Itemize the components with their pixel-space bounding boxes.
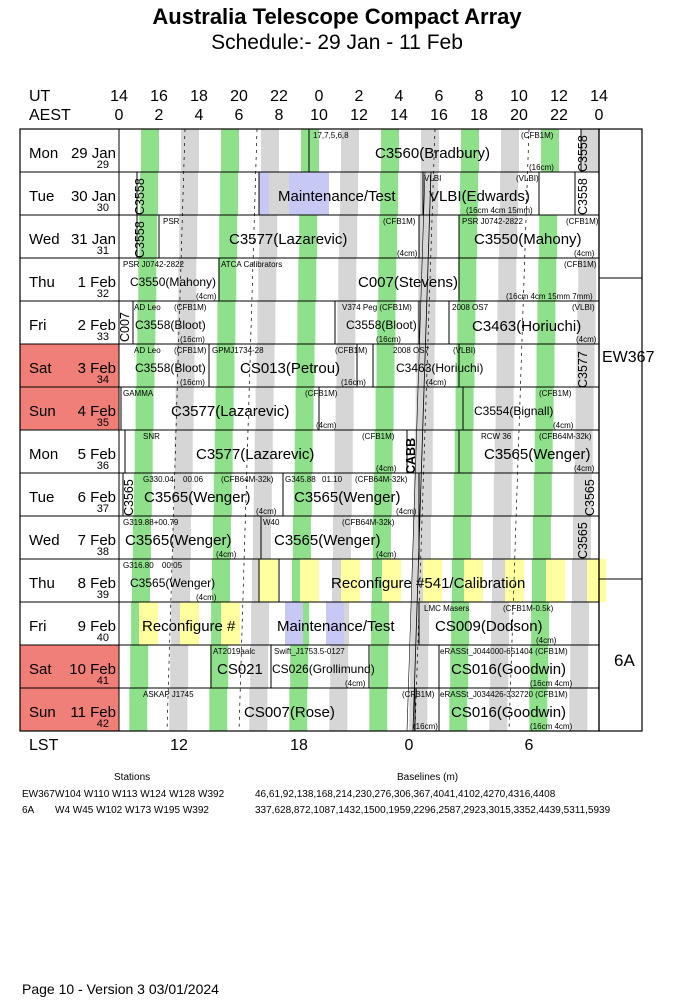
lst-stripe — [220, 172, 238, 215]
lst-tick: 6 — [524, 737, 534, 754]
block-note: (4cm) — [316, 421, 337, 430]
ut-tick: 18 — [190, 88, 208, 105]
gap — [539, 172, 575, 215]
day-date: 10 Feb — [69, 661, 116, 678]
block-note: AD Leo — [134, 346, 161, 355]
lst-tick: 12 — [170, 737, 188, 754]
block-note: G316.80 — [123, 561, 154, 570]
lst-stripe — [571, 602, 589, 645]
block-note: G319.88+00.79 — [123, 518, 179, 527]
day-date: 30 Jan — [70, 188, 116, 205]
lst-stripe — [170, 645, 188, 688]
block-note: (VLBI) — [516, 174, 539, 183]
project-cs016: CS016(Goodwin) — [451, 704, 567, 721]
project-c3550: C3550(Mahony) — [474, 231, 582, 248]
block-note: (CFB64M-32k) — [342, 518, 395, 527]
block-note: (CFB1M) — [362, 432, 395, 441]
block-note: (CFB64M-32k) — [221, 475, 274, 484]
reconfigure-shade — [300, 559, 319, 602]
lst-stripe — [251, 602, 269, 645]
ut-tick: 2 — [354, 88, 364, 105]
aest-tick: 4 — [194, 107, 204, 124]
day-date: 5 Feb — [77, 446, 116, 463]
day-name: Fri — [29, 618, 47, 635]
reconfigure-block: Reconfigure # — [142, 618, 236, 635]
project-c3565-vertical: C3565 — [576, 522, 590, 559]
lst-stripe — [209, 688, 227, 731]
block-note: (16cm 4cm 15mm) — [466, 206, 533, 215]
project-c3558-vertical: C3558 — [133, 178, 147, 215]
block-note: (4cm) — [536, 636, 557, 645]
reconfigure-block: Reconfigure #541/Calibration — [331, 575, 526, 592]
day-of-year: 33 — [96, 331, 109, 343]
day-of-year: 36 — [96, 460, 109, 472]
ut-tick: 10 — [510, 88, 528, 105]
project-c3565: C3565(Wenger) — [130, 576, 216, 590]
config-6a: 6A — [614, 651, 635, 670]
lst-stripe — [336, 387, 354, 430]
lst-stripe — [494, 473, 512, 516]
lst-stripe — [453, 516, 471, 559]
day-of-year: 34 — [96, 374, 109, 386]
project-c3565: C3565(Wenger) — [144, 489, 251, 506]
block-note: (CFB64M-32k) — [539, 432, 592, 441]
day-date: 4 Feb — [77, 403, 116, 420]
lst-stripe — [576, 387, 594, 430]
day-date: 29 Jan — [70, 145, 116, 162]
maintenance-block: Maintenance/Test — [278, 188, 396, 205]
block-note: (CFB64M-32k) — [355, 475, 408, 484]
day-date: 7 Feb — [77, 532, 116, 549]
block-note: GAMMA — [123, 389, 154, 398]
project-c3577-vertical: C3577 — [576, 351, 590, 388]
lst-stripe — [297, 301, 315, 344]
block-note: (4cm) — [256, 507, 277, 516]
lst-tick: 0 — [404, 737, 414, 754]
project-c3558: C3558(Bloot) — [346, 318, 417, 332]
ut-tick: 16 — [150, 88, 168, 105]
block-note: (16cm) — [413, 722, 438, 731]
lst-stripe — [257, 301, 275, 344]
ut-tick: 6 — [434, 88, 444, 105]
day-date: 8 Feb — [77, 575, 116, 592]
day-name: Mon — [29, 446, 59, 463]
block-note: (CFB1M) — [564, 260, 597, 269]
block-note: PSR J0742-2822 — [123, 260, 184, 269]
block-note: 00.05 — [162, 561, 183, 570]
project-c3560: C3560(Bradbury) — [375, 145, 491, 162]
lst-stripe — [141, 129, 159, 172]
ut-tick: 4 — [394, 88, 404, 105]
lst-stripe — [130, 645, 148, 688]
day-date: 6 Feb — [77, 489, 116, 506]
block-note: (CFB1M) — [305, 389, 338, 398]
project-c3565-vertical: C3565 — [122, 479, 136, 516]
lst-stripe — [335, 430, 353, 473]
project-c3577: C3577(Lazarevic) — [171, 403, 290, 420]
project-c3550: C3550(Mahony) — [130, 275, 217, 289]
block-note: (4cm) — [345, 679, 366, 688]
block-note: SNR — [143, 432, 160, 441]
day-name: Mon — [29, 145, 59, 162]
block-note: (CFB1M) — [174, 346, 207, 355]
day-name: Sat — [29, 661, 52, 678]
block-note: 00.06 — [183, 475, 204, 484]
day-name: Tue — [29, 489, 55, 506]
lst-stripe — [456, 387, 474, 430]
project-cs021: CS021 — [217, 661, 263, 678]
block-note: (VLBI) — [572, 303, 595, 312]
block-note: (16cm) — [180, 335, 205, 344]
project-c3463: C3463(Horiuchi) — [396, 361, 484, 375]
project-cs016: CS016(Goodwin) — [451, 661, 567, 678]
ut-tick: 14 — [110, 88, 128, 105]
lst-stripe — [376, 387, 394, 430]
block-note: AT2019aalc — [213, 647, 256, 656]
block-note: (CFB1M) — [402, 690, 435, 699]
ut-label: UT — [29, 88, 51, 105]
lst-stripe — [369, 688, 387, 731]
lst-stripe — [416, 387, 434, 430]
day-name: Thu — [29, 575, 55, 592]
table-row-stations: W4 W45 W102 W173 W195 W392 — [55, 805, 209, 816]
day-name: Sun — [29, 704, 56, 721]
block-note: (16cm 4cm 15mm 7mm) — [506, 292, 593, 301]
project-cs007: CS007(Rose) — [244, 704, 335, 721]
block-note: RCW 36 — [481, 432, 512, 441]
day-of-year: 29 — [96, 159, 109, 171]
aest-tick: 0 — [594, 107, 604, 124]
project-cs009: CS009(Dodson) — [435, 618, 543, 635]
block-note: (4cm) — [576, 335, 597, 344]
block-note: (4cm) — [196, 593, 217, 602]
day-of-year: 39 — [96, 589, 109, 601]
aest-tick: 22 — [550, 107, 568, 124]
stations-header: Stations — [114, 772, 151, 783]
day-name: Tue — [29, 188, 55, 205]
page-footer: Page 10 - Version 3 03/01/2024 — [22, 981, 219, 997]
day-of-year: 40 — [96, 632, 109, 644]
baselines-header: Baselines (m) — [397, 772, 459, 783]
block-note: AD Leo — [134, 303, 161, 312]
block-note: (16cm) — [376, 335, 401, 344]
page-title: Australia Telescope Compact Array — [152, 4, 522, 29]
block-note: (16cm) — [341, 378, 366, 387]
ut-tick: 0 — [314, 88, 324, 105]
table-row-config: 6A — [22, 805, 35, 816]
lst-stripe — [455, 430, 473, 473]
block-note: 01.10 — [322, 475, 343, 484]
block-note: (CFB1M) — [566, 217, 599, 226]
lst-stripe — [534, 473, 552, 516]
lst-tick: 18 — [290, 737, 308, 754]
project-c3558-vertical: C3558 — [133, 221, 147, 258]
aest-tick: 2 — [154, 107, 164, 124]
table-row-baselines: 337,628,872,1087,1432,1500,1959,2296,2587,2923,3015,3352,4439,5311,5939 — [255, 805, 611, 816]
block-note: ATCA Calibrators — [221, 260, 283, 269]
ut-tick: 8 — [474, 88, 484, 105]
block-note: 17,7,5,6,8 — [313, 131, 349, 140]
lst-stripe — [298, 258, 316, 301]
lst-stripe — [377, 344, 395, 387]
day-date: 1 Feb — [77, 274, 116, 291]
project-c007: C007(Stevens) — [358, 274, 459, 291]
project-c3565: C3565(Wenger) — [294, 489, 401, 506]
day-name: Sat — [29, 360, 52, 377]
project-vlbi-edwards: VLBI(Edwards) — [429, 188, 530, 205]
aest-tick: 6 — [234, 107, 244, 124]
block-note: (VLBI) — [453, 346, 476, 355]
day-date: 2 Feb — [77, 317, 116, 334]
aest-tick: 10 — [310, 107, 328, 124]
project-c3558: C3558(Bloot) — [135, 318, 206, 332]
block-note: (4cm) — [397, 249, 418, 258]
project-c3565: C3565(Wenger) — [274, 532, 381, 549]
block-note: VLBI — [424, 174, 442, 183]
block-note: PSR J0742-2822 — [462, 217, 523, 226]
block-note: (4cm) — [574, 464, 595, 473]
lst-stripe — [338, 258, 356, 301]
lst-stripe — [221, 129, 239, 172]
reconfigure-shade — [546, 559, 565, 602]
ut-tick: 14 — [590, 88, 608, 105]
table-row-stations: W104 W110 W113 W124 W128 W392 — [55, 789, 225, 800]
day-of-year: 32 — [96, 288, 109, 300]
aest-tick: 8 — [274, 107, 284, 124]
day-date: 9 Feb — [77, 618, 116, 635]
lst-stripe — [217, 301, 235, 344]
day-of-year: 31 — [96, 245, 109, 257]
lst-stripe — [175, 430, 193, 473]
block-note: G345.88 — [285, 475, 316, 484]
table-row-config: EW367 — [22, 789, 55, 800]
block-note: eRASSt_J044000-651404 (CFB1M) — [440, 647, 568, 656]
day-date: 3 Feb — [77, 360, 116, 377]
cabb-vertical: CABB — [404, 437, 418, 474]
block-note: 2008 OS7 — [452, 303, 489, 312]
lst-stripe — [458, 258, 476, 301]
block-note: W40 — [263, 518, 280, 527]
block-note: (4cm) — [553, 421, 574, 430]
lst-stripe — [533, 516, 551, 559]
page-subtitle: Schedule:- 29 Jan - 11 Feb — [211, 31, 463, 54]
project-c3565-vertical: C3565 — [583, 479, 597, 516]
day-name: Sun — [29, 403, 56, 420]
lst-stripe — [454, 473, 472, 516]
block-note: (CFB1M-0.5k) — [503, 604, 554, 613]
project-c3558-vertical: C3558 — [576, 178, 590, 215]
project-c3577: C3577(Lazarevic) — [229, 231, 348, 248]
block-note: (16cm) — [180, 378, 205, 387]
maintenance-block: Maintenance/Test — [277, 618, 395, 635]
aest-tick: 0 — [114, 107, 124, 124]
day-of-year: 42 — [96, 718, 109, 730]
lst-stripe — [497, 344, 515, 387]
lst-stripe — [493, 516, 511, 559]
ut-tick: 12 — [550, 88, 568, 105]
config-ew367: EW367 — [602, 349, 655, 366]
block-note: (4cm) — [196, 292, 217, 301]
reconfigure-shade — [587, 559, 606, 602]
block-note: LMC Masers — [424, 604, 470, 613]
block-note: (CFB1M) — [539, 389, 572, 398]
day-name: Thu — [29, 274, 55, 291]
block-note: (16cm) — [529, 163, 554, 172]
block-note: ASKAP J1745 — [143, 690, 194, 699]
block-note: eRASSt_J034426-332720 (CFB1M) — [440, 690, 568, 699]
aest-label: AEST — [29, 107, 71, 124]
ut-tick: 22 — [270, 88, 288, 105]
aest-tick: 16 — [430, 107, 448, 124]
lst-stripe — [410, 645, 428, 688]
project-cs026: CS026(Grollimund) — [272, 662, 375, 676]
day-of-year: 37 — [96, 503, 109, 515]
project-c3577: C3577(Lazarevic) — [196, 446, 315, 463]
aest-tick: 20 — [510, 107, 528, 124]
aest-tick: 18 — [470, 107, 488, 124]
block-note: (4cm) — [216, 550, 237, 559]
project-c3565: C3565(Wenger) — [484, 446, 591, 463]
project-c3558: C3558(Bloot) — [135, 361, 206, 375]
project-c3554: C3554(Bignall) — [474, 404, 554, 418]
block-note: (CFB1M) — [335, 346, 368, 355]
block-note: (4cm) — [574, 249, 595, 258]
day-date: 31 Jan — [70, 231, 116, 248]
project-c3565: C3565(Wenger) — [125, 532, 232, 549]
block-note: (4cm) — [396, 507, 417, 516]
day-name: Fri — [29, 317, 47, 334]
block-note: G330.04 — [143, 475, 174, 484]
ut-tick: 20 — [230, 88, 248, 105]
day-date: 11 Feb — [70, 704, 116, 721]
table-row-baselines: 46,61,92,138,168,214,230,276,306,367,4041,4102,4270,4316,4408 — [255, 789, 556, 800]
day-of-year: 30 — [96, 202, 109, 214]
aest-tick: 14 — [390, 107, 408, 124]
block-note: (CFB1M) — [174, 303, 207, 312]
block-note: PSR — [163, 217, 180, 226]
reconfigure-shade — [259, 559, 278, 602]
day-name: Wed — [29, 231, 60, 248]
block-note: (4cm) — [426, 378, 447, 387]
block-note: 2008 OS7 — [393, 346, 430, 355]
day-name: Wed — [29, 532, 60, 549]
block-note: V374 Peg (CFB1M) — [342, 303, 412, 312]
block-note: (CFB1M) — [521, 131, 554, 140]
project-c3558-vertical: C3558 — [576, 135, 590, 172]
lst-stripe — [570, 645, 588, 688]
block-note: (CFB1M) — [383, 217, 416, 226]
block-note: Swift_J1753.5-0127 — [274, 647, 345, 656]
lst-label: LST — [29, 737, 59, 754]
day-of-year: 38 — [96, 546, 109, 558]
lst-stripe — [261, 129, 279, 172]
lst-stripe — [537, 344, 555, 387]
block-note: (16cm 4cm) — [530, 722, 573, 731]
block-note: (4cm) — [376, 464, 397, 473]
project-cs013: CS013(Petrou) — [240, 360, 341, 377]
block-note: (16cm 4cm) — [530, 679, 573, 688]
block-note: GPMJ1734-28 — [212, 346, 264, 355]
project-c007-vertical: C007 — [118, 312, 132, 342]
day-of-year: 41 — [96, 675, 109, 687]
day-of-year: 35 — [96, 417, 109, 429]
project-c3463: C3463(Horiuchi) — [472, 318, 582, 335]
lst-stripe — [501, 129, 519, 172]
aest-tick: 12 — [350, 107, 368, 124]
block-note: (4cm) — [376, 550, 397, 559]
